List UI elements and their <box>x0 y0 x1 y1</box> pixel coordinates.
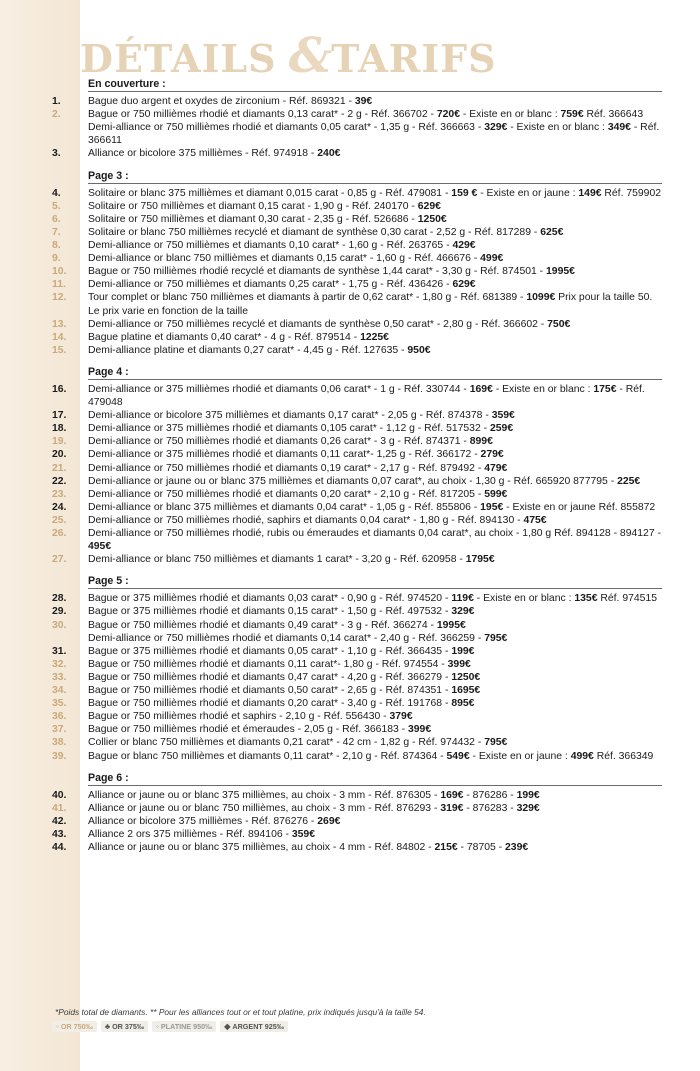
description-text: - Existe en or blanc : <box>492 383 594 395</box>
list-item <box>52 435 662 448</box>
list-item <box>52 331 662 344</box>
item-description <box>88 501 662 514</box>
item-number: 3. <box>52 148 61 160</box>
metal-legend <box>52 1021 288 1032</box>
description-text: Réf. 366349 <box>593 750 654 762</box>
description-text: - 876286 - <box>463 789 517 801</box>
item-description <box>88 802 662 815</box>
item-number: 25. <box>52 514 67 526</box>
list-item <box>52 213 662 226</box>
metal-badge <box>152 1021 216 1032</box>
description-text: Collier or blanc 750 millièmes et diamants 0,21 carat* - 42 cm - 1,82 g - Réf. 974432 - <box>88 737 485 749</box>
price: 175€ <box>593 383 617 395</box>
price-section <box>52 575 662 762</box>
description-text: Bague or 750 millièmes rhodié et diamants 0,47 carat* - 4,20 g - Réf. 366279 - <box>88 671 452 683</box>
item-number: 37. <box>52 724 67 736</box>
item-number: 31. <box>52 645 67 657</box>
item-description <box>88 619 662 632</box>
item-description <box>88 527 662 553</box>
ring-icon: ◆ <box>224 1022 231 1031</box>
item-number: 15. <box>52 344 67 356</box>
description-text: Bague or 375 millièmes rhodié et diamants 0,15 carat* - 1,50 g - Réf. 497532 - <box>88 606 452 618</box>
description-text: - Réf. 479048 <box>88 383 645 409</box>
item-description <box>88 108 662 121</box>
item-number: 6. <box>52 213 61 225</box>
list-item <box>52 750 662 763</box>
price-list <box>52 78 662 863</box>
item-number: 36. <box>52 711 67 723</box>
list-item <box>52 527 662 553</box>
item-number: 23. <box>52 488 67 500</box>
list-item <box>52 278 662 291</box>
price: 759€ <box>560 109 584 121</box>
description-text: Demi-alliance or 750 millièmes rhodié et diamants 0,05 carat* - 1,35 g - Réf. 366663 - <box>88 122 485 134</box>
item-description <box>88 645 662 658</box>
description-text: Bague or 750 millièmes rhodié et diamants 0,11 carat*- 1,80 g - Réf. 974554 - <box>88 658 448 670</box>
list-item <box>52 553 662 566</box>
price: 379€ <box>389 711 413 723</box>
list-item <box>52 239 662 252</box>
price: 720€ <box>436 109 460 121</box>
description-text: Bague platine et diamants 0,40 carat* - 4 g - Réf. 879514 - <box>88 331 361 343</box>
list-item <box>52 710 662 723</box>
item-number: 38. <box>52 737 67 749</box>
list-item <box>52 828 662 841</box>
item-description <box>88 815 662 828</box>
ring-icon: ♣ <box>104 1022 111 1031</box>
list-item <box>52 318 662 331</box>
price: 199€ <box>516 789 540 801</box>
description-text: Demi-alliance or 750 millièmes rhodié, saphirs et diamants 0,04 carat* - 1,80 g - Réf. 894130 - <box>88 514 524 526</box>
list-item <box>52 658 662 671</box>
item-description <box>88 710 662 723</box>
list-item <box>52 605 662 618</box>
price: 625€ <box>540 226 564 238</box>
item-number: 32. <box>52 658 67 670</box>
list-item <box>52 187 662 200</box>
item-description <box>88 658 662 671</box>
list-item <box>52 95 662 108</box>
item-number: 35. <box>52 698 67 710</box>
section-heading: Page 3 : <box>88 170 662 184</box>
price: 149€ <box>578 187 602 199</box>
item-description <box>88 239 662 252</box>
description-text: - 876283 - <box>463 802 517 814</box>
item-description <box>88 789 662 802</box>
item-description <box>88 187 662 200</box>
item-description <box>88 632 662 645</box>
item-description <box>88 121 662 147</box>
item-description <box>88 409 662 422</box>
page-title: DÉTAILS &TARIFS <box>80 28 497 84</box>
item-number: 43. <box>52 828 67 840</box>
item-number: 39. <box>52 750 67 762</box>
metal-badge-label: OR 750‰ <box>60 1022 93 1031</box>
item-number: 10. <box>52 266 67 278</box>
price: 329€ <box>516 802 540 814</box>
price: 1225€ <box>360 331 389 343</box>
description-text: Demi-alliance platine et diamants 0,27 carat* - 4,45 g - Réf. 127635 - <box>88 344 408 356</box>
description-text: Alliance or bicolore 375 millièmes - Réf. 876276 - <box>88 815 318 827</box>
list-item <box>52 632 662 645</box>
list-item <box>52 265 662 278</box>
description-text: Bague or 750 millièmes rhodié et diamants 0,13 carat* - 2 g - Réf. 366702 - <box>88 109 437 121</box>
item-number: 24. <box>52 501 67 513</box>
item-number: 8. <box>52 240 61 252</box>
description-text: Demi-alliance or 750 millièmes recyclé et diamants de synthèse 0,50 carat* - 2,80 g - Réf. 366602 - <box>88 318 548 330</box>
price: 349€ <box>607 122 631 134</box>
metal-badge-label: ARGENT 925‰ <box>232 1022 284 1031</box>
list-item <box>52 121 662 147</box>
item-number: 9. <box>52 253 61 265</box>
list-item <box>52 592 662 605</box>
price: 795€ <box>484 632 508 644</box>
description-text: Demi-alliance or 375 millièmes rhodié et diamants 0,06 carat* - 1 g - Réf. 330744 - <box>88 383 470 395</box>
item-description <box>88 344 662 357</box>
list-item <box>52 684 662 697</box>
price: 499€ <box>570 750 594 762</box>
description-text: Demi-alliance or blanc 750 millièmes et diamants 1 carat* - 3,20 g - Réf. 620958 - <box>88 554 466 566</box>
price: 479€ <box>484 462 508 474</box>
price: 950€ <box>407 344 431 356</box>
item-description <box>88 553 662 566</box>
item-number: 22. <box>52 475 67 487</box>
description-text: - Existe en or jaune Réf. 855872 <box>503 501 656 513</box>
list-item <box>52 789 662 802</box>
price: 169€ <box>440 789 464 801</box>
list-item <box>52 108 662 121</box>
list-item <box>52 200 662 213</box>
price: 135€ <box>574 593 598 605</box>
list-item <box>52 147 662 160</box>
item-number: 42. <box>52 815 67 827</box>
description-text: Alliance or bicolore 375 millièmes - Réf. 974918 - <box>88 148 318 160</box>
price: 199€ <box>451 645 475 657</box>
description-text: Demi-alliance or 750 millièmes rhodié et diamants 0,19 carat* - 2,17 g - Réf. 879492 - <box>88 462 485 474</box>
description-text: Demi-alliance or 750 millièmes et diamants 0,25 carat* - 1,75 g - Réf. 436426 - <box>88 279 453 291</box>
description-text: Bague or 750 millièmes rhodié et diamants 0,20 carat* - 3,40 g - Réf. 191768 - <box>88 698 452 710</box>
price: 279€ <box>480 449 504 461</box>
list-item <box>52 252 662 265</box>
price: 359€ <box>491 410 515 422</box>
item-description <box>88 278 662 291</box>
item-number: 21. <box>52 462 67 474</box>
price: 329€ <box>451 606 475 618</box>
metal-badge <box>101 1021 148 1032</box>
description-text: Alliance 2 ors 375 millièmes - Réf. 894106 - <box>88 828 292 840</box>
price: 399€ <box>447 658 471 670</box>
description-text: Solitaire or blanc 750 millièmes recyclé et diamant de synthèse 0,30 carat - 2,52 g - Réf. 817289 - <box>88 226 541 238</box>
item-number: 34. <box>52 685 67 697</box>
list-item <box>52 409 662 422</box>
description-text: Alliance or jaune ou or blanc 375 millièmes, au choix - 4 mm - Réf. 84802 - <box>88 842 435 854</box>
item-description <box>88 435 662 448</box>
ring-icon: ◦ <box>56 1022 59 1031</box>
description-text: - Existe en or blanc : <box>507 122 608 134</box>
description-text: Demi-alliance or blanc 375 millièmes et diamants 0,04 carat* - 1,05 g - Réf. 855806 - <box>88 501 481 513</box>
description-text: Demi-alliance or 750 millièmes rhodié et diamants 0,26 carat* - 3 g - Réf. 874371 - <box>88 436 470 448</box>
item-number: 14. <box>52 331 67 343</box>
description-text: Bague or 750 millièmes rhodié et émeraudes - 2,05 g - Réf. 366183 - <box>88 724 408 736</box>
description-text: Bague or 750 millièmes rhodié et diamants 0,50 carat* - 2,65 g - Réf. 874351 - <box>88 685 452 697</box>
description-text: Alliance or jaune ou or blanc 375 millièmes, au choix - 3 mm - Réf. 876305 - <box>88 789 441 801</box>
section-heading: Page 5 : <box>88 575 662 589</box>
price: 1795€ <box>465 554 495 566</box>
list-item <box>52 697 662 710</box>
price: 629€ <box>417 200 441 212</box>
description-text: Bague or 750 millièmes rhodié et diamants 0,49 carat* - 3 g - Réf. 366274 - <box>88 619 437 631</box>
item-description <box>88 671 662 684</box>
list-item <box>52 226 662 239</box>
item-number: 11. <box>52 279 66 291</box>
item-description <box>88 514 662 527</box>
price: 1250€ <box>417 213 447 225</box>
list-item <box>52 422 662 435</box>
price: 259€ <box>489 423 514 435</box>
description-text: Demi-alliance or 750 millièmes rhodié, rubis ou émeraudes et diamants 0,04 carat*, au choix - 1,80 g Réf. 894128 - 894127 - <box>88 528 661 539</box>
price: 1995€ <box>546 266 575 278</box>
price: 39€ <box>354 96 373 108</box>
price-section <box>52 78 662 161</box>
list-item <box>52 671 662 684</box>
description-text: Réf. 366643 <box>583 109 644 121</box>
description-text: - Existe en or jaune : <box>469 750 571 762</box>
price: 795€ <box>484 737 508 749</box>
description-text: Tour complet or blanc 750 millièmes et diamants à partir de 0,62 carat* - 1,80 g - Réf. 681389 - <box>88 292 527 304</box>
item-description <box>88 592 662 605</box>
item-description <box>88 147 662 160</box>
description-text: Solitaire or 750 millièmes et diamant 0,15 carat - 1,90 g - Réf. 240170 - <box>88 200 418 212</box>
section-heading: Page 6 : <box>88 772 662 786</box>
description-text: Réf. 759902 <box>601 187 662 199</box>
price: 159 € <box>451 187 478 199</box>
price-section <box>52 772 662 855</box>
item-number: 18. <box>52 423 67 435</box>
item-number: 26. <box>52 528 67 539</box>
item-description <box>88 226 662 239</box>
price: 399€ <box>407 724 432 736</box>
description-text: Réf. 974515 <box>597 593 657 605</box>
item-description <box>88 95 662 108</box>
item-number: 5. <box>52 200 61 212</box>
description-text: Bague or 375 millièmes rhodié et diamants 0,05 carat* - 1,10 g - Réf. 366435 - <box>88 645 452 657</box>
list-item <box>52 448 662 461</box>
description-text: Demi-alliance or bicolore 375 millièmes et diamants 0,17 carat* - 2,05 g - Réf. 874378 - <box>88 410 492 422</box>
price: 629€ <box>452 279 476 291</box>
item-description <box>88 318 662 331</box>
price: 599€ <box>484 488 508 500</box>
item-number: 2. <box>52 109 61 121</box>
item-number <box>52 121 88 147</box>
price: 359€ <box>291 828 315 840</box>
item-description <box>88 291 662 317</box>
price-section <box>52 170 662 357</box>
price: 329€ <box>484 122 508 134</box>
item-number: 33. <box>52 671 67 683</box>
list-item <box>52 815 662 828</box>
description-text: Bague or 375 millièmes rhodié et diamants 0,03 carat* - 0,90 g - Réf. 974520 - <box>88 593 452 605</box>
price: 495€ <box>88 541 112 553</box>
description-text: Demi-alliance or 750 millièmes rhodié et diamants 0,20 carat* - 2,10 g - Réf. 817205 - <box>88 488 485 500</box>
list-item <box>52 841 662 854</box>
item-number: 7. <box>52 226 61 238</box>
price: 240€ <box>317 148 341 160</box>
list-item <box>52 645 662 658</box>
description-text: - Existe en or blanc : <box>473 593 575 605</box>
item-number: 17. <box>52 410 67 422</box>
description-text: Demi-alliance or 750 millièmes rhodié et diamants 0,14 carat* - 2,40 g - Réf. 366259 - <box>88 632 485 644</box>
description-text: Demi-alliance or 750 millièmes et diamants 0,10 carat* - 1,60 g - Réf. 263765 - <box>88 240 453 252</box>
item-description <box>88 828 662 841</box>
description-text: Alliance or jaune ou or blanc 750 millièmes, au choix - 3 mm - Réf. 876293 - <box>88 802 441 814</box>
price: 195€ <box>480 501 504 513</box>
price: 119€ <box>451 593 474 605</box>
price: 1695€ <box>451 685 481 697</box>
item-description <box>88 213 662 226</box>
item-number: 28. <box>52 593 67 605</box>
list-item <box>52 475 662 488</box>
price: 169€ <box>469 383 493 395</box>
item-description <box>88 475 662 488</box>
item-number: 13. <box>52 318 67 330</box>
item-description <box>88 605 662 618</box>
price: 319€ <box>440 802 464 814</box>
item-description <box>88 488 662 501</box>
price: 1099€ <box>526 292 556 304</box>
section-heading: En couverture : <box>88 78 662 92</box>
list-item <box>52 344 662 357</box>
section-heading: Page 4 : <box>88 366 662 380</box>
price: 215€ <box>434 842 458 854</box>
price: 1995€ <box>436 619 466 631</box>
item-description <box>88 383 662 409</box>
price: 899€ <box>469 436 493 448</box>
item-description <box>88 448 662 461</box>
item-number: 19. <box>52 436 67 448</box>
list-item <box>52 383 662 409</box>
item-number: 30. <box>52 619 67 631</box>
price: 750€ <box>547 318 571 330</box>
description-text: - Réf. 366611 <box>88 122 660 147</box>
item-number: 1. <box>52 96 61 108</box>
item-description <box>88 200 662 213</box>
metal-badge-label: PLATINE 950‰ <box>160 1022 213 1031</box>
price: 499€ <box>480 253 504 265</box>
item-number: 44. <box>52 842 67 854</box>
description-text: Bague or blanc 750 millièmes et diamants 0,11 carat* - 2,10 g - Réf. 874364 - <box>88 750 447 762</box>
description-text: Demi-alliance or blanc 750 millièmes et diamants 0,15 carat* - 1,60 g - Réf. 466676 - <box>88 253 481 265</box>
item-number: 4. <box>52 187 61 199</box>
footnote: *Poids total de diamants. ** Pour les alliances tout or et tout platine, prix indiqués jusqu'à la taille 54. <box>55 1007 426 1017</box>
list-item <box>52 291 662 317</box>
price: 475€ <box>523 514 547 526</box>
description-text: - Existe en or jaune : <box>477 187 579 199</box>
description-text: Bague or 750 millièmes rhodié et saphirs - 2,10 g - Réf. 556430 - <box>88 711 390 723</box>
description-text: - Existe en or blanc : <box>459 109 561 121</box>
list-item <box>52 462 662 475</box>
item-description <box>88 841 662 854</box>
item-description <box>88 697 662 710</box>
metal-badge <box>52 1021 97 1032</box>
item-number: 27. <box>52 554 67 566</box>
price: 549€ <box>446 750 470 762</box>
metal-badge <box>220 1021 288 1032</box>
description-text: Solitaire or 750 millièmes et diamant 0,30 carat - 2,35 g - Réf. 526686 - <box>88 213 418 225</box>
description-text: Bague duo argent et oxydes de zirconium - Réf. 869321 - <box>88 96 355 108</box>
price: 1250€ <box>451 671 481 683</box>
list-item <box>52 619 662 632</box>
description-text: Bague or 750 millièmes rhodié recyclé et diamants de synthèse 1,44 carat* - 3,30 g - Réf. 874501 - <box>88 266 547 278</box>
metal-badge-label: OR 375‰ <box>112 1022 145 1031</box>
description-text: Demi-alliance or jaune ou or blanc 375 millièmes et diamants 0,07 carat*, au choix - 1,30 g - Réf. 665920 877795 - <box>88 475 618 487</box>
list-item <box>52 501 662 514</box>
list-item <box>52 514 662 527</box>
list-item <box>52 802 662 815</box>
item-description <box>88 723 662 736</box>
item-description <box>88 462 662 475</box>
description-text: Demi-alliance or 375 millièmes rhodié et diamants 0,11 carat*- 1,25 g - Réf. 366172 - <box>88 449 481 461</box>
price-section <box>52 366 662 566</box>
description-text: - 78705 - <box>457 842 506 854</box>
item-description <box>88 252 662 265</box>
list-item <box>52 488 662 501</box>
item-description <box>88 736 662 749</box>
description-text: Solitaire or blanc 375 millièmes et diamant 0,015 carat - 0,85 g - Réf. 479081 - <box>88 187 452 199</box>
item-description <box>88 684 662 697</box>
item-description <box>88 422 662 435</box>
item-number: 41. <box>52 802 67 814</box>
price: 269€ <box>317 815 341 827</box>
description-text: Prix pour la taille 50. Le prix varie en fonction de la taille <box>88 292 653 317</box>
item-number: 29. <box>52 606 67 618</box>
price: 429€ <box>452 240 476 252</box>
item-description <box>88 331 662 344</box>
item-number <box>52 632 88 645</box>
list-item <box>52 736 662 749</box>
price: 225€ <box>617 475 641 487</box>
item-number: 40. <box>52 789 67 801</box>
item-description <box>88 750 662 763</box>
item-number: 16. <box>52 383 67 395</box>
list-item <box>52 723 662 736</box>
price: 239€ <box>505 842 529 854</box>
item-number: 12. <box>52 292 67 304</box>
price: 895€ <box>451 698 475 710</box>
item-number: 20. <box>52 449 67 461</box>
item-description <box>88 265 662 278</box>
description-text: Demi-alliance or 375 millièmes rhodié et diamants 0,105 carat* - 1,12 g - Réf. 517532 - <box>88 423 490 435</box>
ring-icon: ◦ <box>156 1022 159 1031</box>
